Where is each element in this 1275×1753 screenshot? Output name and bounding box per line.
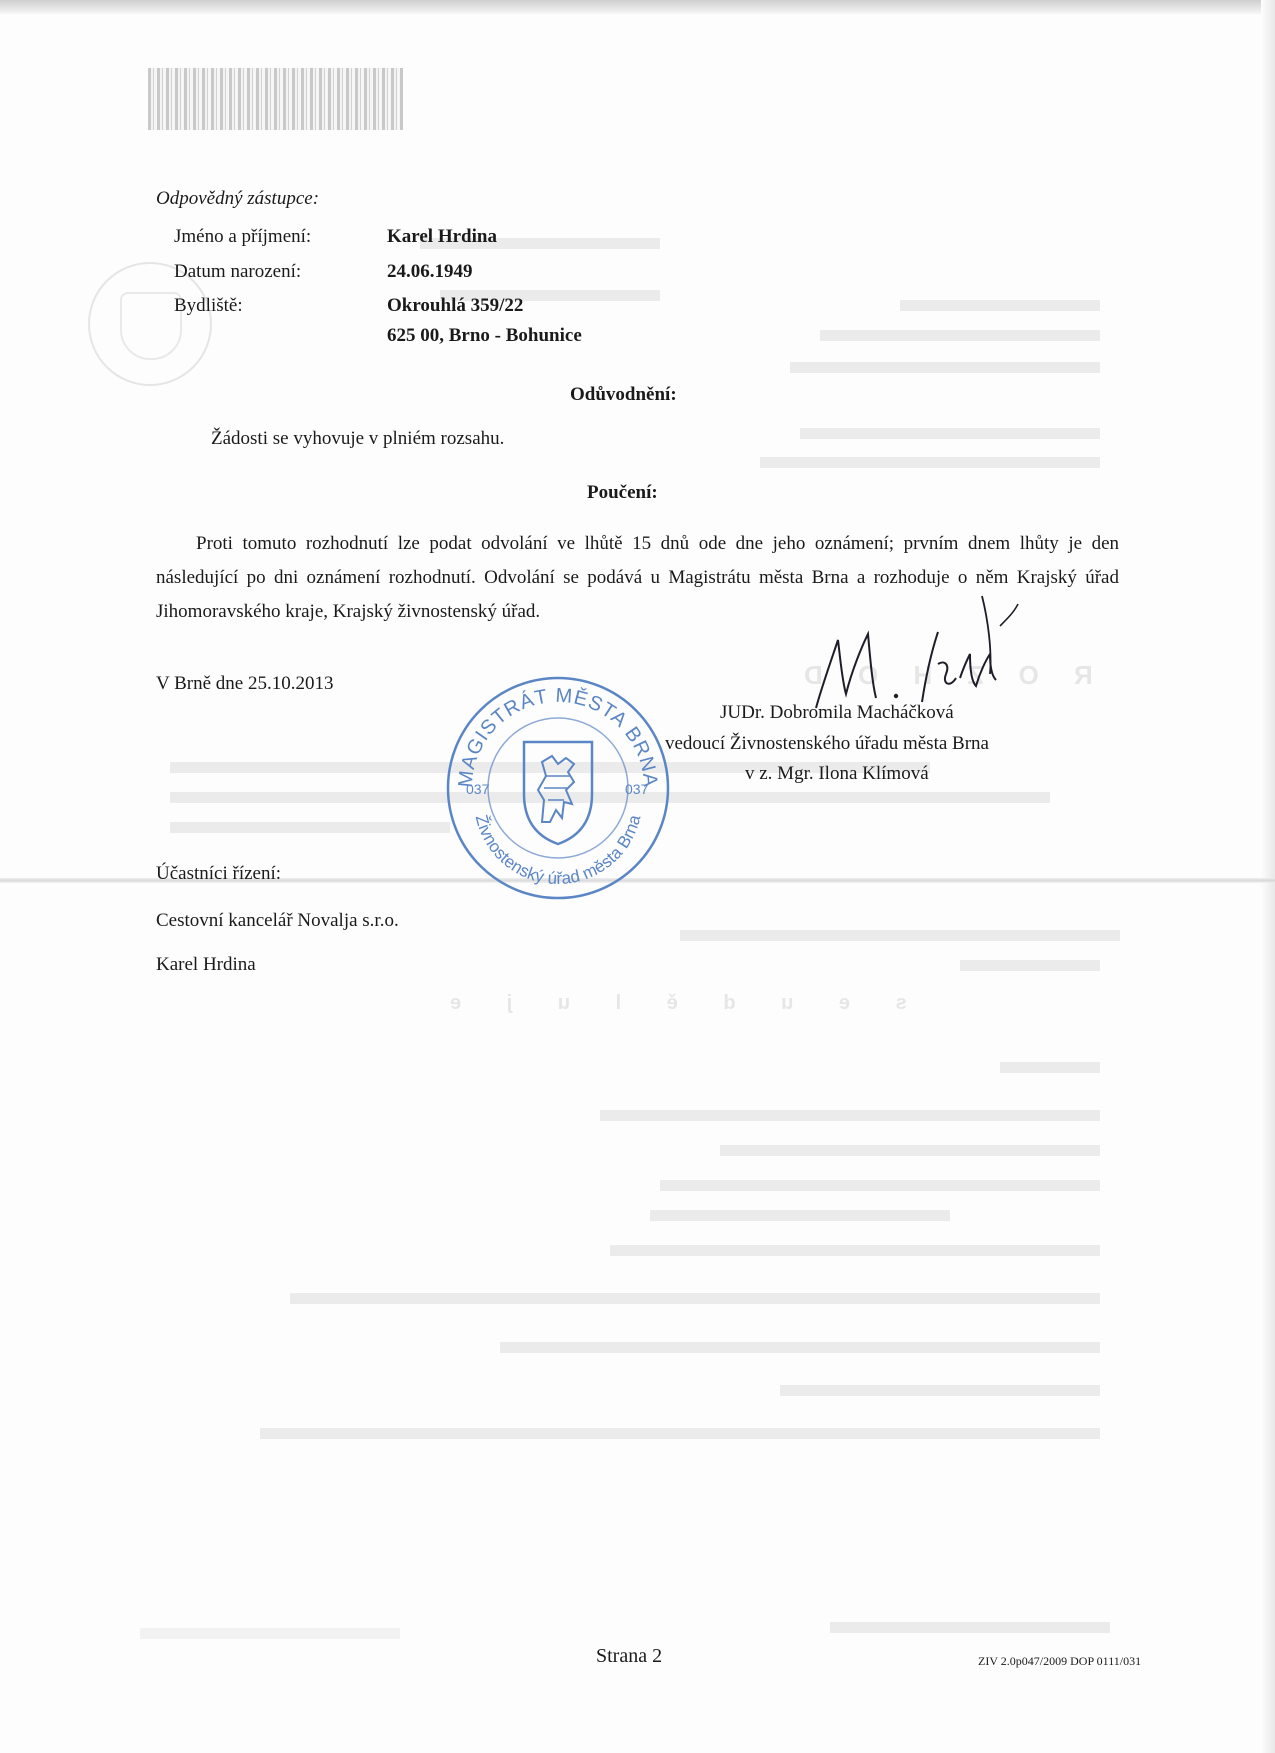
bleed-line: [650, 1210, 950, 1221]
bleed-line: [500, 1342, 1100, 1353]
bleed-line: [610, 1245, 1100, 1256]
bleed-heading: s e u d ě l u j e: [430, 992, 907, 1014]
signatory-position: vedoucí Živnostenského úřadu města Brna: [665, 733, 989, 754]
bleed-line: [290, 1293, 1100, 1304]
residence-line-1: Okrouhlá 359/22: [387, 295, 524, 316]
stamp-bottom-text: Živnostenský úřad města Brna: [471, 812, 645, 889]
bleed-line: [780, 1385, 1100, 1396]
bleed-line: [960, 960, 1100, 971]
name-value: Karel Hrdina: [387, 226, 497, 247]
instruction-heading: Poučení:: [587, 482, 658, 503]
stamp-top-text: MAGISTRÁT MĚSTA BRNA: [454, 684, 662, 789]
bleed-barcode: [148, 68, 403, 130]
signatory-name: JUDr. Dobromila Macháčková: [720, 702, 954, 723]
signatory-on-behalf: v z. Mgr. Ilona Klímová: [745, 763, 929, 784]
bleed-line: [1000, 1062, 1100, 1073]
bleed-line: [830, 1622, 1110, 1633]
official-stamp: [442, 672, 674, 904]
scan-shadow-top: [0, 0, 1275, 14]
justification-text: Žádosti se vyhovuje v plniém rozsahu.: [211, 428, 505, 449]
representative-heading: Odpovědný zástupce:: [156, 188, 320, 209]
justification-heading: Odůvodnění:: [570, 384, 677, 405]
instruction-text: Proti tomuto rozhodnutí lze podat odvolání ve lhůtě 15 dnů ode dne jeho oznámení; prvním dnem lhůty je den následující po dni oznámení rozhodnutí. Odvolání se podává u Magistrátu města Brna a rozhoduje o něm Krajský úřad Jihomoravského kraje, Krajský živnostenský úřad.: [156, 533, 1119, 622]
bleed-line: [720, 1145, 1100, 1156]
bleed-line: [140, 1628, 400, 1639]
participants-heading: Účastníci řízení:: [156, 863, 282, 884]
residence-line-2: 625 00, Brno - Bohunice: [387, 325, 582, 346]
participant-item: Karel Hrdina: [156, 954, 256, 975]
birth-date-value: 24.06.1949: [387, 261, 473, 282]
bleed-line: [170, 822, 450, 833]
coat-of-arms-icon: [524, 742, 592, 844]
stamp-left-number: 037: [466, 781, 490, 797]
birth-date-label: Datum narození:: [174, 261, 302, 282]
participant-item: Cestovní kancelář Novalja s.r.o.: [156, 910, 399, 931]
place-and-date: V Brně dne 25.10.2013: [156, 673, 334, 694]
bleed-line: [800, 428, 1100, 439]
bleed-line: [760, 457, 1100, 468]
residence-label: Bydliště:: [174, 295, 243, 316]
scan-shadow-right: [1261, 0, 1275, 1753]
bleed-line: [820, 330, 1100, 341]
bleed-line: [900, 300, 1100, 311]
bleed-line: [680, 930, 1120, 941]
bleed-heading: R O Z H O D: [790, 660, 1093, 690]
bleed-line: [260, 1428, 1100, 1439]
stamp-right-number: 037: [625, 781, 649, 797]
bleed-line: [660, 1180, 1100, 1191]
page-number: Strana 2: [596, 1645, 663, 1667]
name-label: Jméno a příjmení:: [174, 226, 312, 247]
bleed-line: [600, 1110, 1100, 1121]
form-code: ZIV 2.0p047/2009 DOP 0111/031: [978, 1654, 1142, 1668]
bleed-line: [790, 362, 1100, 373]
